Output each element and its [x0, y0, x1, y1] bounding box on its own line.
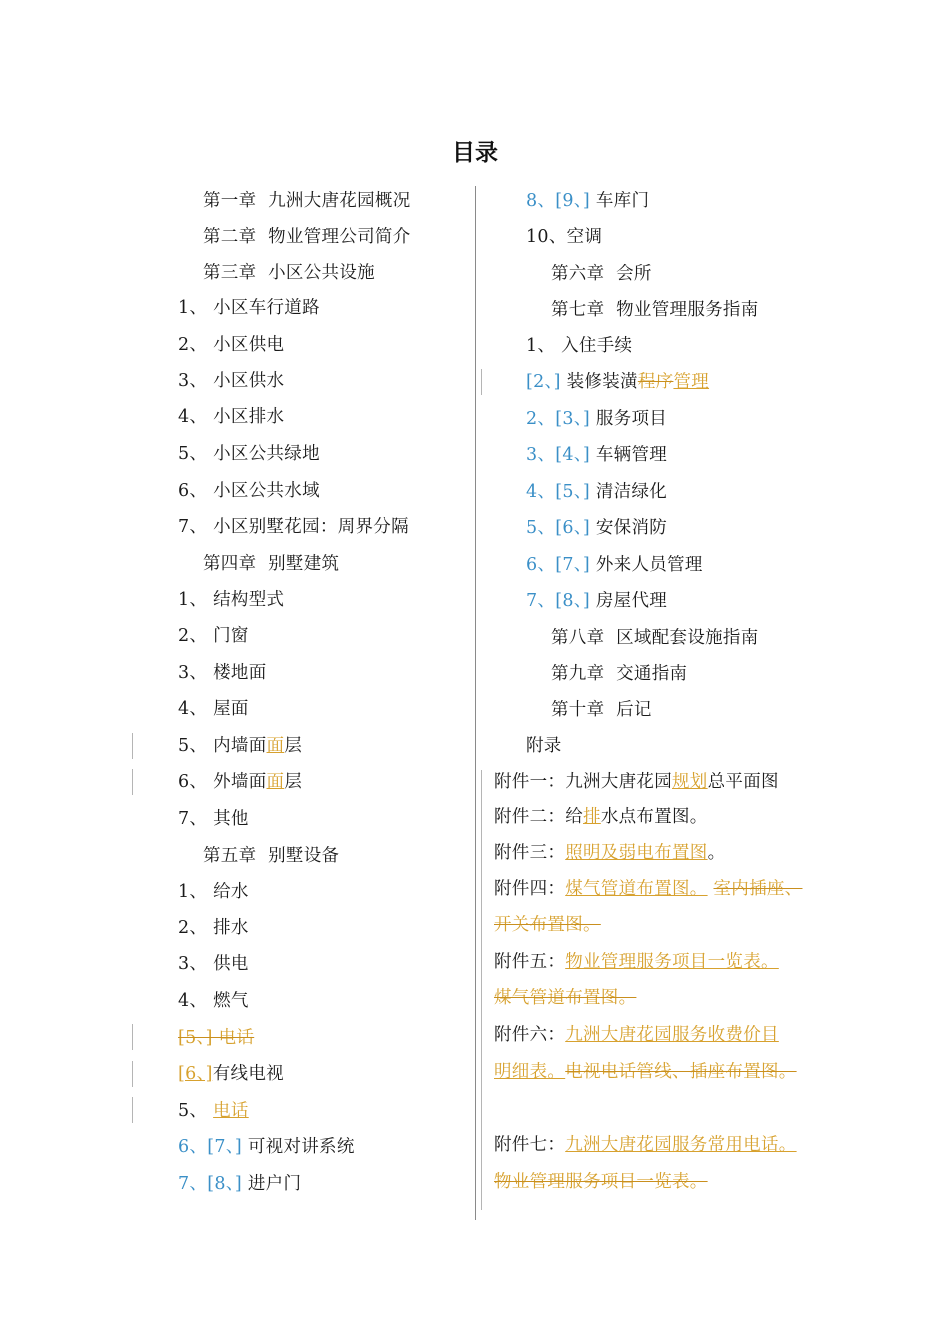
attachment-entry[interactable]: 附件六：九洲大唐花园服务收费价目	[494, 1025, 779, 1045]
toc-entry[interactable]: 6、[7、] 可视对讲系统	[178, 1137, 355, 1157]
toc-entry[interactable]: 1、 结构型式	[178, 590, 285, 610]
inserted-text: 物业管理服务项目一览表。	[565, 952, 779, 972]
toc-entry[interactable]: 7、[8、] 房屋代理	[526, 591, 668, 611]
toc-entry[interactable]: 3、 供电	[178, 954, 249, 974]
toc-entry[interactable]: 5、 小区公共绿地	[178, 444, 320, 464]
toc-entry[interactable]: 10、空调	[526, 227, 603, 247]
toc-entry[interactable]: 2、 排水	[178, 918, 249, 938]
attachment-entry-continued	[494, 1171, 708, 1193]
toc-entry[interactable]: 第八章 区域配套设施指南	[551, 628, 759, 648]
deleted-text: 物业管理服务项目一览表。	[494, 1172, 708, 1192]
inserted-text: 面	[266, 772, 285, 792]
inserted-text: 明细表。	[494, 1062, 566, 1082]
toc-entry[interactable]: 5、[6、] 安保消防	[526, 518, 668, 538]
deleted-text: 开关布置图。	[494, 915, 601, 935]
toc-entry[interactable]: 2、 小区供电	[178, 335, 285, 355]
deleted-text: 煤气管道布置图。	[494, 988, 637, 1008]
deleted-text: 室内插座、	[713, 879, 803, 899]
toc-entry[interactable]: 8、[9、] 车库门	[526, 191, 650, 211]
toc-entry[interactable]: 6、 外墙面面层	[178, 772, 303, 792]
toc-entry[interactable]: 第三章 小区公共设施	[203, 263, 375, 283]
toc-entry[interactable]: 第一章 九洲大唐花园概况	[203, 191, 411, 211]
inserted-text: 规划	[672, 772, 708, 792]
toc-entry[interactable]: 2、[3、] 服务项目	[526, 409, 668, 429]
attachment-entry[interactable]: 附件二：给排水点布置图。	[494, 807, 708, 827]
attachment-entry[interactable]: 附件一：九洲大唐花园规划总平面图	[494, 772, 779, 792]
toc-entry[interactable]: 第四章 别墅建筑	[203, 554, 340, 574]
attachment-entry[interactable]: 附件七：九洲大唐花园服务常用电话。	[494, 1135, 797, 1155]
toc-entry[interactable]: [2、] 装修装潢程序管理	[526, 372, 710, 392]
attachment-entry-continued	[494, 914, 601, 936]
attachment-entry[interactable]: 附件三：照明及弱电布置图。	[494, 843, 726, 863]
inserted-text: 排	[583, 807, 601, 827]
toc-entry[interactable]: 第六章 会所	[551, 264, 652, 284]
attachment-entry-continued	[494, 1061, 797, 1083]
inserted-text: 煤气管道布置图。	[565, 879, 708, 899]
toc-entry[interactable]: 3、 小区供水	[178, 371, 285, 391]
toc-entry[interactable]: [6、]有线电视	[178, 1064, 284, 1084]
toc-entry[interactable]: 第二章 物业管理公司简介	[203, 227, 411, 247]
toc-entry[interactable]: 6、[7、] 外来人员管理	[526, 555, 703, 575]
toc-entry[interactable]: 4、[5、] 清洁绿化	[526, 482, 668, 502]
change-bar	[132, 1061, 133, 1087]
inserted-text: 照明及弱电布置图	[565, 843, 708, 863]
attachment-entry-continued	[494, 987, 636, 1009]
toc-entry[interactable]: 3、[4、] 车辆管理	[526, 445, 668, 465]
toc-entry[interactable]: 5、 内墙面面层	[178, 736, 303, 756]
change-bar	[132, 769, 133, 795]
toc-entry[interactable]: 第九章 交通指南	[551, 664, 688, 684]
column-divider	[475, 186, 476, 1220]
toc-entry[interactable]: 7、 小区别墅花园：周界分隔	[178, 517, 409, 537]
toc-entry[interactable]: 第七章 物业管理服务指南	[551, 300, 759, 320]
toc-entry[interactable]: 1、 入住手续	[526, 336, 633, 356]
toc-entry[interactable]: 附录	[526, 736, 562, 756]
toc-entry[interactable]: 5、 电话	[178, 1101, 249, 1121]
toc-entry[interactable]: 3、 楼地面	[178, 663, 267, 683]
toc-entry[interactable]: 1、 给水	[178, 882, 249, 902]
toc-entry[interactable]: 4、 燃气	[178, 991, 249, 1011]
toc-entry[interactable]: 6、 小区公共水域	[178, 481, 320, 501]
toc-entry[interactable]: 2、 门窗	[178, 626, 249, 646]
change-bar	[132, 733, 133, 759]
change-bar	[481, 369, 482, 395]
deleted-text: 程序	[637, 372, 674, 392]
deleted-text: [5、] 电话	[178, 1028, 255, 1048]
inserted-text: 电话	[213, 1101, 249, 1121]
toc-entry[interactable]: 第五章 别墅设备	[203, 846, 340, 866]
deleted-text: 电视电话管线、插座布置图。	[565, 1062, 797, 1082]
toc-entry[interactable]: 7、 其他	[178, 809, 249, 829]
page-title: 目录	[452, 140, 498, 166]
inserted-text: 九洲大唐花园服务常用电话。	[565, 1135, 797, 1155]
toc-entry[interactable]: 1、 小区车行道路	[178, 298, 320, 318]
change-bar	[132, 1024, 133, 1050]
attachment-entry[interactable]: 附件五：物业管理服务项目一览表。	[494, 952, 779, 972]
change-bar	[132, 1097, 133, 1123]
toc-entry[interactable]: 4、 屋面	[178, 699, 249, 719]
toc-entry[interactable]: 第十章 后记	[551, 700, 652, 720]
inserted-text: 管理	[673, 372, 710, 392]
toc-entry[interactable]: 7、[8、] 进户门	[178, 1174, 302, 1194]
change-bar	[481, 770, 482, 1210]
inserted-text: 九洲大唐花园服务收费价目	[565, 1025, 779, 1045]
attachment-entry[interactable]: 附件四：煤气管道布置图。 室内插座、	[494, 879, 803, 899]
inserted-text: 面	[266, 736, 285, 756]
toc-entry-deleted[interactable]	[178, 1027, 254, 1049]
toc-entry[interactable]: 4、 小区排水	[178, 407, 285, 427]
inserted-text: [6、]	[178, 1064, 213, 1084]
